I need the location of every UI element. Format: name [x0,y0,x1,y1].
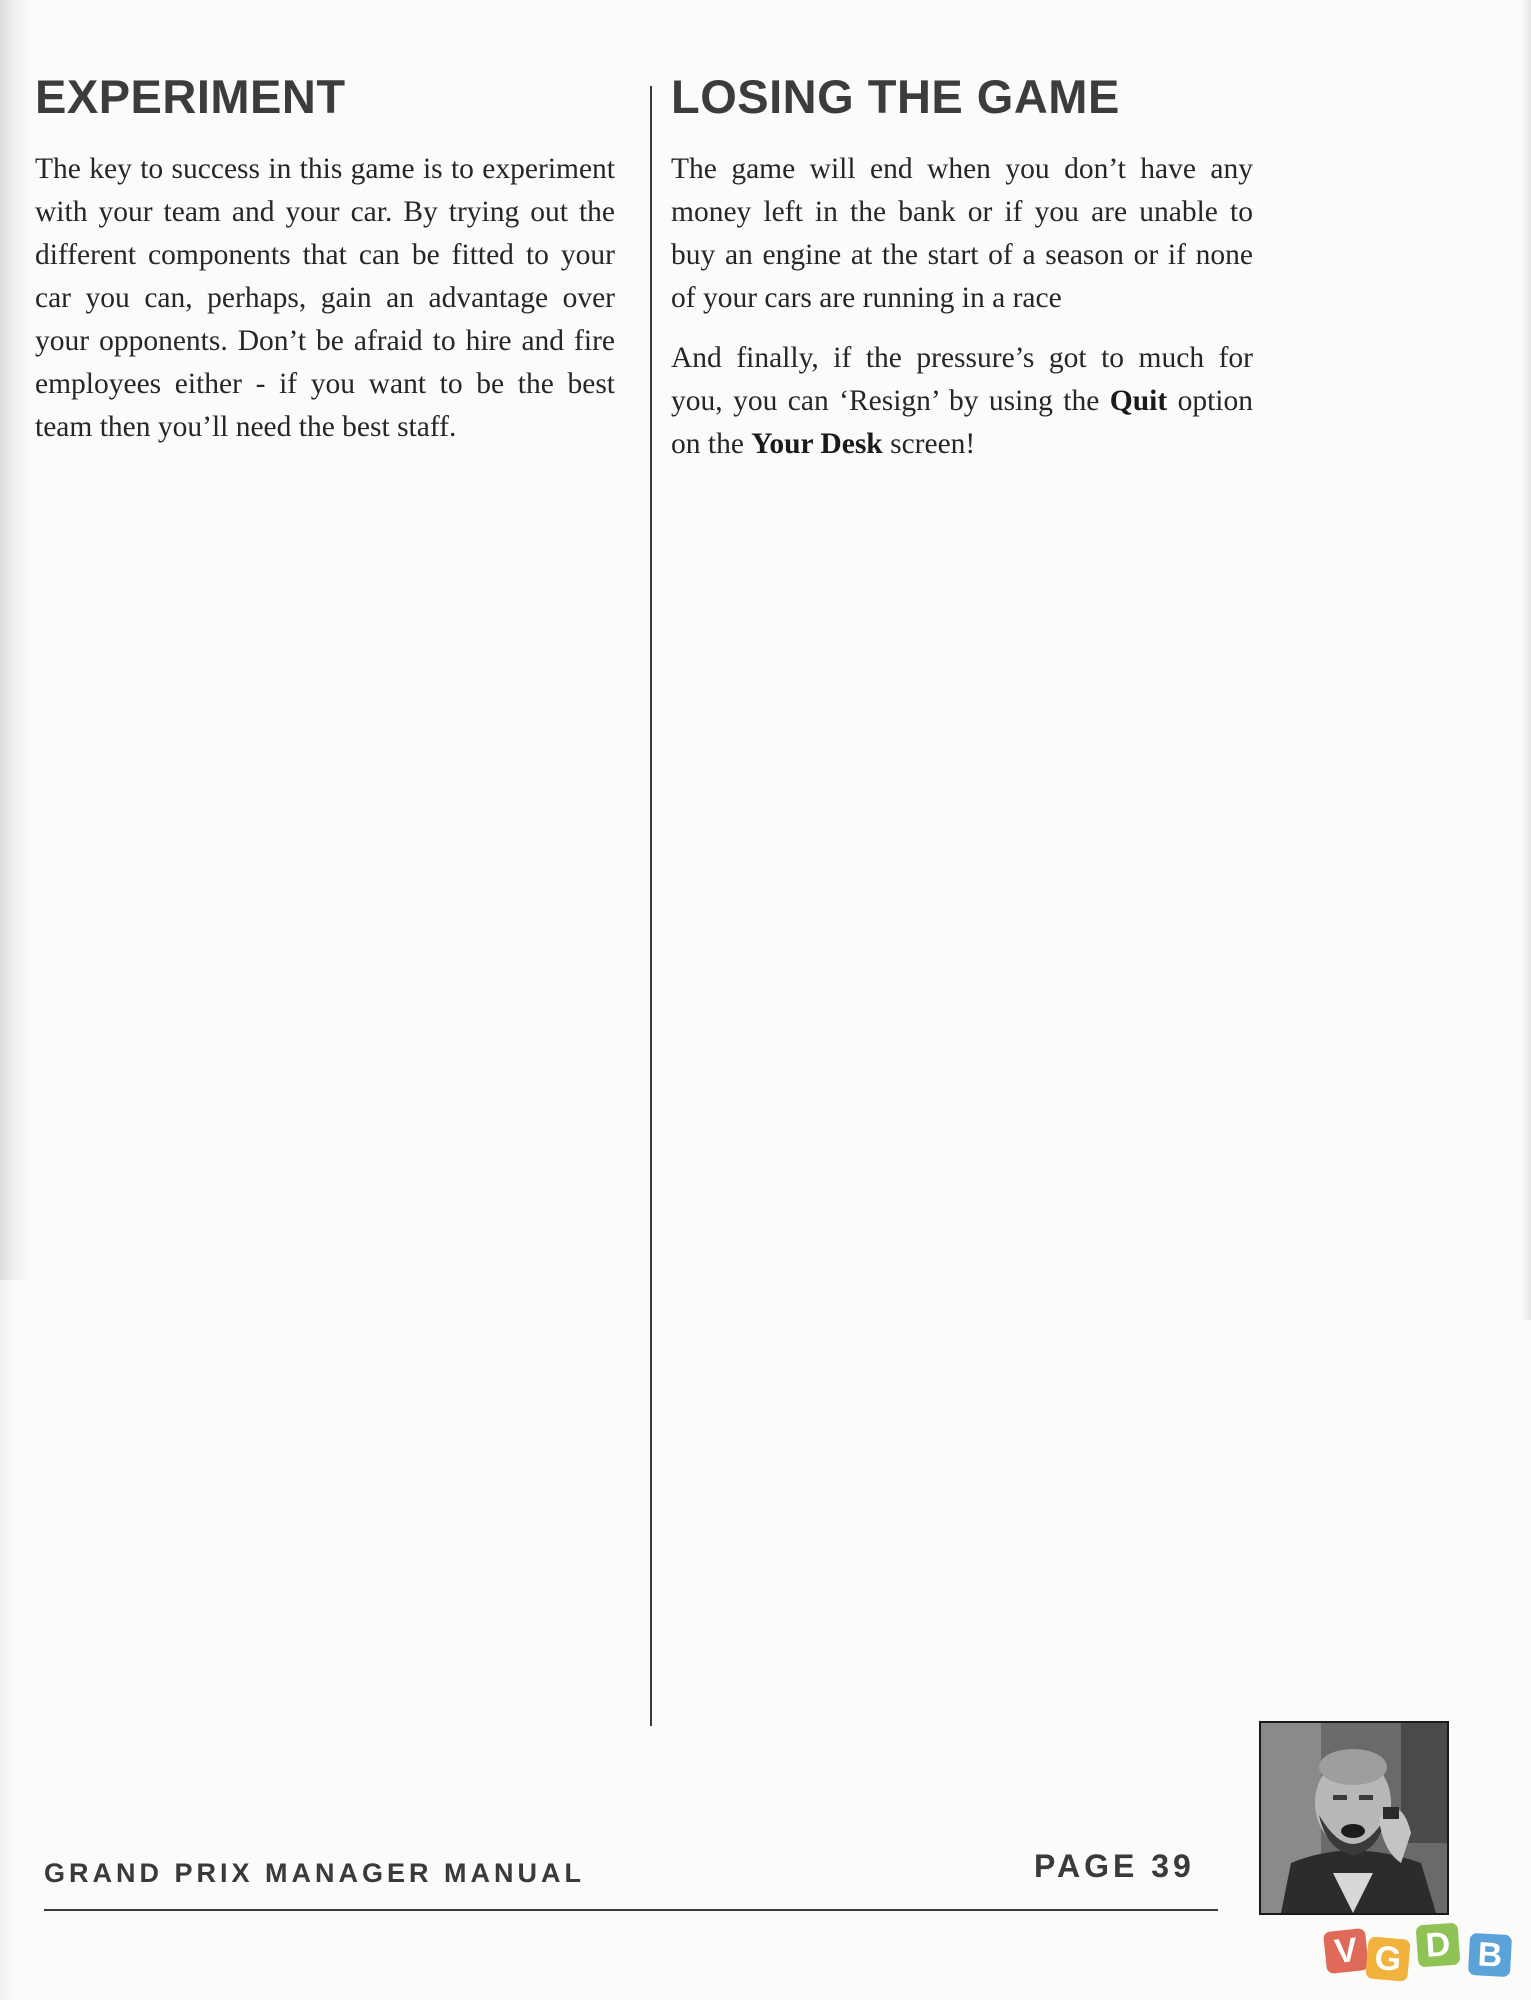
losing-column [671,70,1253,483]
column-divider [650,86,652,1726]
scan-shadow-right [1521,0,1531,1320]
manager-photo [1259,1721,1449,1915]
manager-photo-image [1261,1723,1447,1913]
watermark-letter-b: B [1468,1933,1512,1977]
losing-text-1: And finally, if the pressure’s got to much for you, you can ‘Resign’ by using the [671,342,1253,418]
losing-heading: LOSING THE GAME [671,70,1120,123]
losing-text-2: option on the [671,385,1253,461]
watermark-letter-d: D [1416,1923,1461,1968]
scan-shadow-left-lower [0,1280,14,2000]
vgdb-watermark [1325,1918,1521,1982]
manual-title: GRAND PRIX MANAGER MANUAL [44,1858,585,1888]
quit-keyword: Quit [1109,385,1168,418]
experiment-heading: EXPERIMENT [35,70,346,123]
scan-shadow-left [0,0,30,1280]
page-number: PAGE 39 [1034,1848,1195,1884]
watermark-letter-v: V [1323,1928,1369,1974]
experiment-paragraph: The key to success in this game is to experiment with your team and your car. By trying out the different components that can be fitted to your car you can, perhaps, gain an advantage over your opponents. Don’t be afraid to hire and fire employees either - if you want to be the best team then you’ll need the best staff. [35,153,615,444]
losing-text-3: screen! [882,428,976,461]
your-desk-keyword: Your Desk [751,428,883,461]
losing-paragraph-1: The game will end when you don’t have any money left in the bank or if you are unable to buy an engine at the start of a season or if none of your cars are running in a race [671,153,1253,315]
watermark-letter-g: G [1365,1936,1411,1982]
footer-rule [44,1909,1218,1911]
experiment-column [35,70,615,466]
losing-paragraph-2 [671,337,1253,466]
